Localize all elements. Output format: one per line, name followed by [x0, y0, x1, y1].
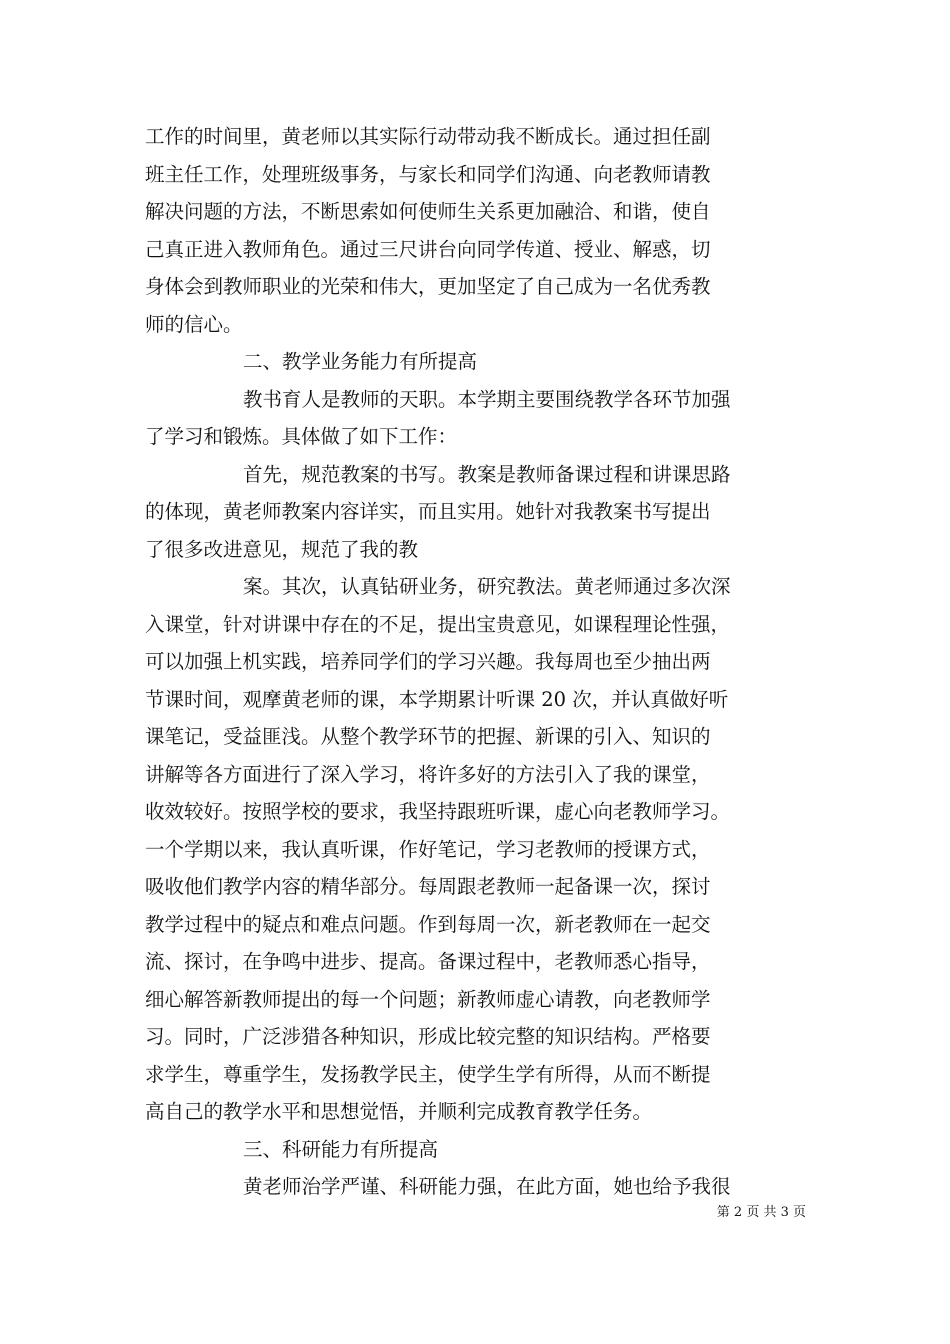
text-line: 收效较好。按照学校的要求，我坚持跟班听课，虚心向老教师学习。 [145, 800, 731, 823]
text-line: 讲解等各方面进行了深入学习，将许多好的方法引入了我的课堂， [145, 762, 711, 786]
text-line: 课笔记，受益匪浅。从整个教学环节的把握、新课的引入、知识的 [145, 725, 711, 748]
text-line: 工作的时间里，黄老师以其实际行动带动我不断成长。通过担任副 [145, 125, 711, 148]
text-line: 了学习和锻炼。具体做了如下工作： [145, 425, 458, 448]
document-body [145, 118, 810, 1206]
text-line: 高自己的教学水平和思想觉悟，并顺利完成教育教学任务。 [145, 1100, 653, 1123]
text-line: 求学生，尊重学生，发扬教学民主，使学生学有所得，从而不断提 [145, 1062, 711, 1086]
text-line: 吸收他们教学内容的精华部分。每周跟老教师一起备课一次，探讨 [145, 875, 711, 898]
section-heading-2: 二、教学业务能力有所提高 [243, 350, 478, 373]
text-line: 细心解答新教师提出的每一个问题；新教师虚心请教，向老教师学 [145, 987, 711, 1011]
text-line: 身体会到教师职业的光荣和伟大，更加坚定了自己成为一名优秀教 [145, 275, 711, 298]
text-line: 一个学期以来，我认真听课，作好笔记，学习老教师的授课方式， [145, 837, 711, 861]
text-line: 黄老师治学严谨、科研能力强，在此方面，她也给予我很 [243, 1175, 731, 1198]
text-line: 案。其次，认真钻研业务，研究教法。黄老师通过多次深 [243, 575, 731, 598]
text-line: 首先，规范教案的书写。教案是教师备课过程和讲课思路 [243, 462, 731, 486]
text-line: 习。同时，广泛涉猎各种知识，形成比较完整的知识结构。严格要 [145, 1025, 711, 1048]
text-line: 解决问题的方法，不断思索如何使师生关系更加融洽、和谐，使自 [145, 200, 711, 223]
text-line: 入课堂，针对讲课中存在的不足，提出宝贵意见，如课程理论性强， [145, 612, 731, 636]
text-line: 教书育人是教师的天职。本学期主要围绕教学各环节加强 [243, 387, 731, 411]
text-line: 己真正进入教师角色。通过三尺讲台向同学传道、授业、解惑，切 [145, 237, 711, 261]
section-heading-3: 三、科研能力有所提高 [243, 1137, 439, 1161]
text-line: 师的信心。 [145, 312, 243, 336]
text-line: 流、探讨，在争鸣中进步、提高。备课过程中，老教师悉心指导， [145, 950, 711, 973]
text-line: 教学过程中的疑点和难点问题。作到每周一次，新老教师在一起交 [145, 912, 711, 936]
text-line: 了很多改进意见，规范了我的教 [145, 537, 419, 561]
page-number-footer: 第 2 页 共 3 页 [716, 1205, 806, 1220]
text-line: 可以加强上机实践，培养同学们的学习兴趣。我每周也至少抽出两 [145, 650, 711, 673]
text-line: 节课时间，观摩黄老师的课，本学期累计听课 20 次，并认真做好听 [145, 687, 729, 711]
text-line: 的体现，黄老师教案内容详实，而且实用。她针对我教案书写提出 [145, 500, 711, 523]
text-line: 班主任工作，处理班级事务，与家长和同学们沟通、向老教师请教 [145, 162, 711, 186]
